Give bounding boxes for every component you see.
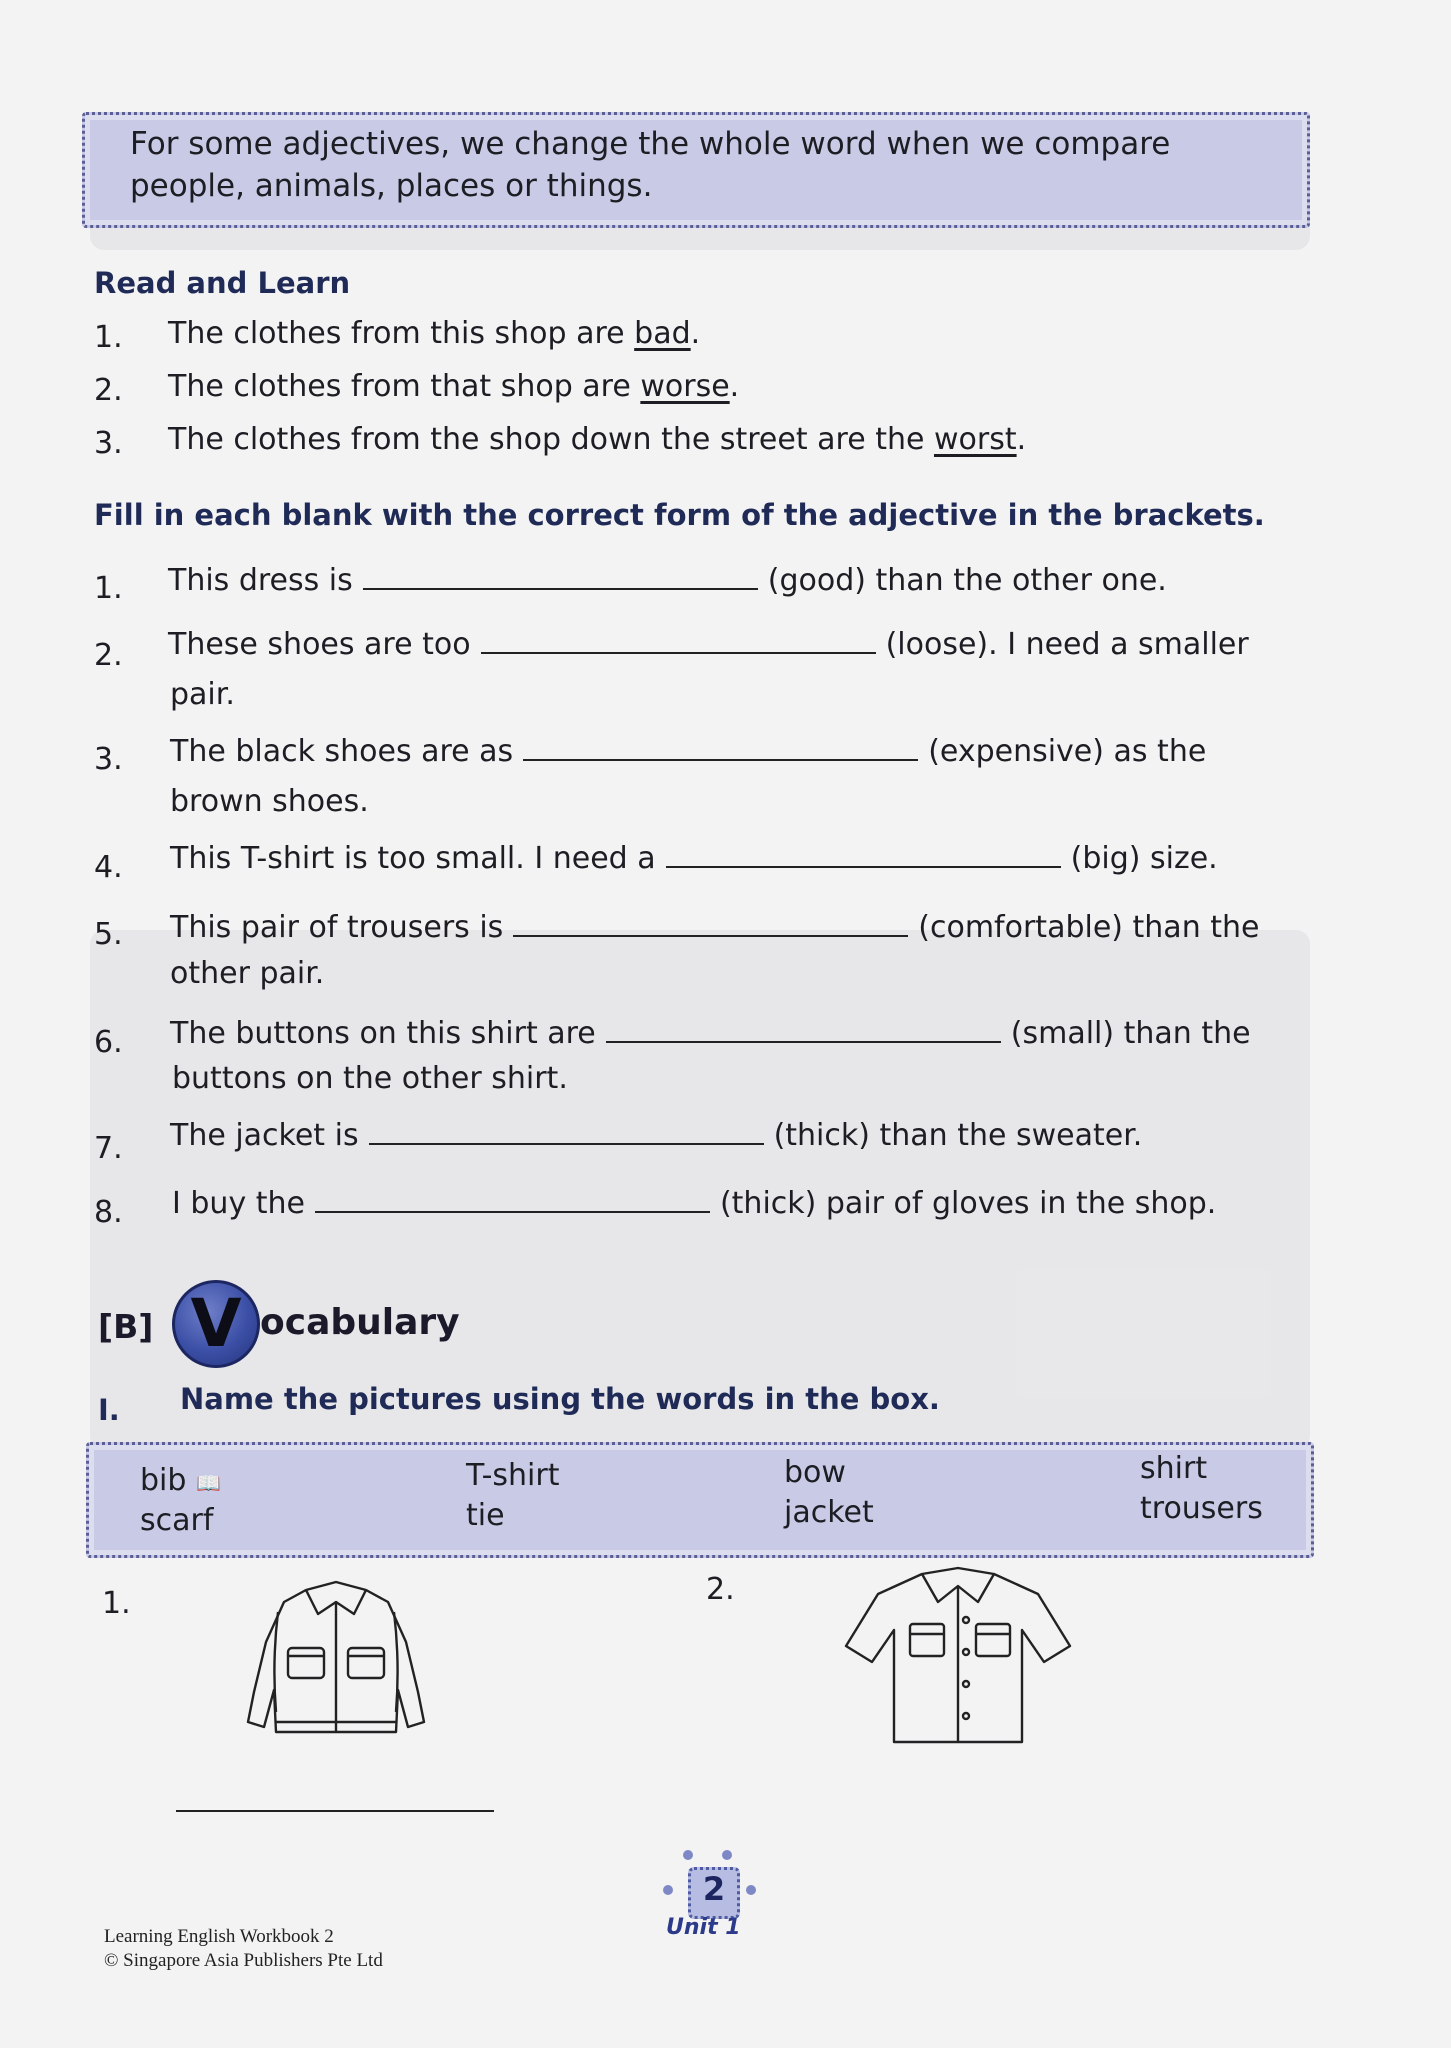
vocabulary-v-logo: V: [172, 1280, 260, 1368]
fill-num-1: 1.: [94, 571, 123, 606]
page-dot-top-left: [683, 1850, 693, 1860]
fill-num-7: 7.: [94, 1131, 123, 1166]
answer-blank-1[interactable]: [363, 568, 758, 590]
word-bib: bib 📖: [140, 1463, 221, 1498]
vocab-instruction: Name the pictures using the words in the box.: [180, 1382, 940, 1416]
fill-num-5: 5.: [94, 917, 123, 952]
fill-num-6: 6.: [94, 1025, 123, 1060]
page-dot-right: [746, 1885, 756, 1895]
fill-sentence-3-cont: brown shoes.: [170, 784, 369, 819]
read-learn-sentence-3: The clothes from the shop down the street are the worst.: [168, 422, 1027, 457]
fill-blank-instruction: Fill in each blank with the correct form of the adjective in the brackets.: [94, 498, 1265, 532]
fill-sentence-1: This dress is (good) than the other one.: [168, 563, 1167, 598]
answer-blank-8[interactable]: [315, 1191, 710, 1213]
fill-sentence-7: The jacket is (thick) than the sweater.: [170, 1118, 1143, 1153]
fill-num-8: 8.: [94, 1195, 123, 1230]
vocabulary-title: ocabulary: [260, 1302, 460, 1343]
example-word-worst: worst: [933, 422, 1017, 457]
fill-num-4: 4.: [94, 850, 123, 885]
fill-sentence-2-cont: pair.: [170, 677, 235, 712]
word-bow: bow: [784, 1455, 846, 1490]
book-icon: 📖: [195, 1471, 221, 1495]
read-learn-num-1: 1.: [94, 320, 123, 355]
footer-copyright: © Singapore Asia Publishers Pte Ltd: [104, 1950, 383, 1971]
word-trousers: trousers: [1140, 1491, 1263, 1526]
section-label-b: [B]: [98, 1307, 154, 1346]
word-shirt: shirt: [1140, 1451, 1208, 1486]
picture-answer-line-1[interactable]: [176, 1790, 494, 1812]
fill-num-2: 2.: [94, 638, 123, 673]
read-learn-heading: Read and Learn: [94, 266, 351, 300]
fill-sentence-5-cont: other pair.: [170, 956, 325, 991]
page-number: 2: [702, 1870, 726, 1908]
answer-blank-2[interactable]: [481, 632, 876, 654]
answer-blank-5[interactable]: [513, 915, 908, 937]
fill-sentence-2: These shoes are too (loose). I need a smaller: [168, 627, 1249, 662]
word-t-shirt: T-shirt: [466, 1458, 560, 1493]
fill-sentence-5: This pair of trousers is (comfortable) than the: [170, 910, 1260, 945]
fill-sentence-6-cont: buttons on the other shirt.: [172, 1061, 568, 1096]
word-scarf: scarf: [140, 1503, 214, 1538]
page-dot-left: [663, 1885, 673, 1895]
footer-book-title: Learning English Workbook 2: [104, 1926, 334, 1947]
example-word-worse: worse: [640, 369, 730, 404]
fill-sentence-6: The buttons on this shirt are (small) than the: [170, 1016, 1251, 1051]
read-learn-sentence-2: The clothes from that shop are worse.: [168, 369, 740, 404]
page-dot-top-right: [722, 1850, 732, 1860]
note-text: For some adjectives, we change the whole word when we compare people, animals, places or things.: [130, 126, 1171, 204]
example-word-bad: bad: [634, 316, 691, 351]
fill-sentence-8: I buy the (thick) pair of gloves in the shop.: [172, 1186, 1217, 1221]
unit-label: Unit 1: [666, 1915, 741, 1940]
answer-blank-7[interactable]: [369, 1123, 764, 1145]
fill-sentence-3: The black shoes are as (expensive) as the: [170, 734, 1207, 769]
word-box: [86, 1442, 1314, 1558]
jacket-drawing: [236, 1572, 436, 1752]
picture-num-2: 2.: [706, 1572, 735, 1607]
fill-sentence-4: This T-shirt is too small. I need a (big) size.: [170, 841, 1218, 876]
answer-blank-3[interactable]: [523, 739, 918, 761]
read-learn-num-2: 2.: [94, 373, 123, 408]
picture-num-1: 1.: [102, 1586, 131, 1621]
shirt-drawing: [838, 1560, 1078, 1750]
read-learn-num-3: 3.: [94, 426, 123, 461]
word-tie: tie: [466, 1498, 505, 1533]
word-jacket: jacket: [784, 1495, 874, 1530]
answer-blank-6[interactable]: [606, 1021, 1001, 1043]
vocab-subsection-num: I.: [98, 1393, 120, 1427]
fill-num-3: 3.: [94, 742, 123, 777]
read-learn-sentence-1: The clothes from this shop are bad.: [168, 316, 701, 351]
answer-blank-4[interactable]: [666, 846, 1061, 868]
